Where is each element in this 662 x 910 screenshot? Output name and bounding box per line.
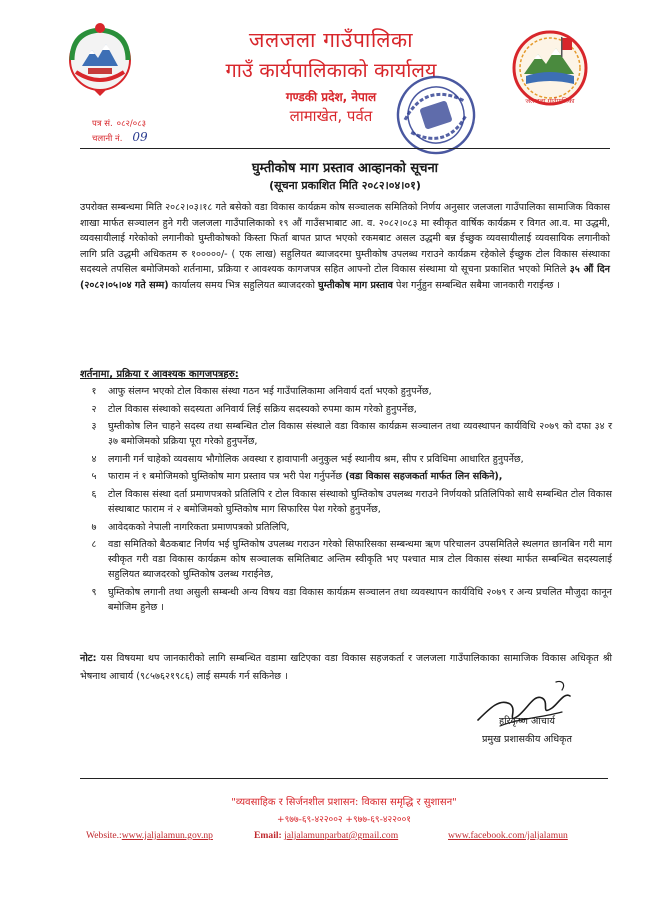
term-text [108, 402, 612, 417]
term-item [80, 537, 612, 582]
term-number: २ [91, 403, 97, 415]
header-divider [80, 148, 610, 149]
dispatch-label: चलानी नं. [92, 134, 123, 144]
right-logo-caption: जलजला गाउँपालिका [525, 97, 575, 105]
website-link[interactable]: www.jaljalamun.gov.np [121, 830, 213, 841]
term-item [80, 585, 612, 615]
dispatch-value: 09 [132, 130, 148, 144]
website-entry [86, 830, 213, 841]
term-number: ८ [91, 539, 97, 551]
term-text-main: आवेदकको नेपाली नागरिकता प्रमाणपत्रको प्रतिलिपि, [108, 521, 290, 533]
term-number: ५ [91, 471, 97, 483]
term-text [108, 452, 612, 467]
term-number: ७ [91, 521, 97, 533]
office-name: गाउँ कार्यपालिकाको कार्यालय [225, 58, 437, 82]
term-item [80, 419, 612, 449]
notice-deadline: ३५ औं दिन (२०८२।०५।०४ गते सम्म) [80, 264, 610, 291]
term-number: ४ [91, 453, 97, 465]
term-item [80, 402, 612, 417]
term-number: ९ [91, 586, 97, 598]
notice-body-part-3: पेश गर्नुहुन सम्बन्धित सबैमा जानकारी गराईन्छ । [392, 279, 561, 291]
facebook-link[interactable]: www.facebook.com/jaljalamun [448, 830, 568, 841]
term-item [80, 452, 612, 467]
term-text-main: घुम्तीकोष लिन चाहने सदस्य तथा सम्बन्धित टोल विकास संस्थाले वडा विकास कार्यक्रम सञ्चालन तथा व्यवस्थापन कार्यविधि २०७९ को दफा ३४ र ३७ बमोजिमको प्रक्रिया पूरा गरेको हुनुपर्नेछ, [108, 421, 612, 448]
notice-body [80, 200, 610, 294]
facebook-entry [448, 830, 568, 841]
dispatch-number-row [92, 131, 148, 146]
signatory-name: हरिकृष्ण आचार्य [499, 716, 555, 727]
notice-body-part-1: उपरोक्त सम्बन्धमा मिति २०८२।०३।१८ गते बसेको वडा विकास कार्यक्रम कोष सञ्चालक समितिको निर्णय अनुसार जलजला गाउँपालिका सामाजिक विकास शाखा मार्फत सञ्चालन हुने गरी जलजला गाउँपालिकाको १९ औं गाउँसभाबाट आ. व. २०८२।०८३ मा स्वीकृत वार्षिक कार्यक्रम र विगत आ.व. मा उद्धमी, व्यवसायीलाई गरेकोको लगानीको घुम्तीकोषको किस्ता फिर्ता बापत प्राप्त भएको रकमबाट असल उद्धमी बन्न ईच्छुक व्यवसायीलाई व्यवसायिक लगानीको लागि प्रति उद्धमी अधिकतम रु १०००००/- ( एक लाख) सहुलियत ब्याजदरमा घुम्तीकोष उपलब्ध गराउने कार्यक्रम रहेकोले ईच्छुक टोल विकास संस्थाका सदस्यले तपसिल बमोजिमको शर्तनामा, प्रक्रिया र आवश्यक कागजपत्र सहित आफ्नो टोल विकास संस्थामा यो सूचना प्रकाशित भएको मितिले [80, 202, 610, 276]
reference-block [92, 118, 148, 146]
office-address: लामाखेत, पर्वत [289, 107, 373, 125]
term-number: ३ [91, 421, 97, 433]
notice-proposal-term: घुम्तीकोष माग प्रस्ताव [318, 279, 393, 291]
term-text-main: वडा समितिको बैठकबाट निर्णय भई घुम्तिकोष उपलब्ध गराउन गरेको सिफारिसका सम्बन्धमा ऋण परिचालन उपसमितिले स्थलगत छानबिन गरी माग स्वीकृत गरी वडा विकास कार्यक्रम कोष सञ्चालक समितिबाट अन्तिम स्वीकृति भए पश्चात मात्र टोल विकास संस्था मार्फत सम्बन्धित सदस्यलाई सहुलियत ब्याजदरको घुम्तिकोष उलब्ध गराईनेछ, [108, 539, 612, 581]
footer-divider [80, 778, 608, 779]
notice-title: घुम्तीकोष माग प्रस्ताव आव्हानको सूचना [251, 161, 439, 176]
signatory-title: प्रमुख प्रशासकीय अधिकृत [481, 734, 573, 745]
notice-body-part-2: कार्यालय समय भित्र सहुलियत ब्याजदरको [168, 279, 319, 291]
terms-list [80, 384, 612, 617]
footer-slogan: "व्यवसाहिक र सिर्जनशील प्रशासन: विकास समृद्धि र सुशासन" [231, 797, 457, 808]
term-text [108, 419, 612, 449]
reference-label: पत्र सं. [92, 119, 113, 129]
term-text [108, 537, 612, 582]
term-item [80, 384, 612, 399]
note-text: यस विषयमा थप जानकारीको लागि सम्बन्धित वडामा खटिएका वडा विकास सहजकर्ता र जलजला गाउँपालिकाका सामाजिक विकास अधिकृत श्री भेषनाथ आचार्य (९८५७६२१९८६) लाई सम्पर्क गर्न सकिनेछ । [80, 653, 612, 682]
term-item [80, 487, 612, 517]
term-text-main: फाराम नं १ बमोजिमको घुम्तिकोष माग प्रस्ताव पत्र भरी पेश गर्नुपर्नेछ [108, 471, 346, 483]
notice-publish-date: (सूचना प्रकाशित मिति २०८२।०४।०१) [269, 179, 421, 192]
email-entry [254, 830, 398, 841]
term-text [108, 384, 612, 399]
term-text [108, 487, 612, 517]
email-label: Email: [254, 830, 282, 841]
footer-phone-numbers: +९७७-६९-४२२००२ +९७७-६९-४२२००१ [277, 815, 411, 825]
term-text-main: टोल विकास संस्थाको सदस्यता अनिवार्य लिई सक्रिय सदस्यको रुपमा काम गरेको हुनुपर्नेछ, [108, 403, 417, 415]
term-text-main: आफु संलग्न भएको टोल विकास संस्था गठन भई गाउँपालिकामा अनिवार्य दर्ता भएको हुनुपर्नेछ, [108, 386, 432, 397]
term-item [80, 520, 612, 535]
term-item [80, 469, 612, 484]
website-label: Website.: [86, 830, 122, 841]
term-text-main: लगानी गर्न चाहेको व्यवसाय भौगोलिक अवस्था र हावापानी अनुकुल भई स्थानीय श्रम, सीप र प्रविधिमा आधारित हुनुपर्नेछ, [108, 453, 524, 465]
terms-heading: शर्तनामा, प्रक्रिया र आवश्यक कागजपत्रहरु: [80, 369, 239, 380]
term-number: ६ [91, 488, 97, 500]
reference-value: ०८२/०८३ [116, 119, 147, 129]
term-text-bold: (वडा विकास सहजकर्ता मार्फत लिन सकिने), [345, 471, 503, 483]
note-label: नोट: [80, 653, 97, 664]
term-number: १ [91, 386, 97, 397]
handwritten-signature [470, 668, 580, 738]
term-text [108, 469, 612, 484]
province-name: गण्डकी प्रदेश, नेपाल [285, 90, 377, 104]
email-link[interactable]: jaljalamunparbat@gmail.com [284, 830, 399, 841]
municipality-name: जलजला गाउँपालिका [248, 28, 414, 52]
term-text [108, 585, 612, 615]
term-text-main: घुम्तिकोष लगानी तथा असुली सम्बन्धी अन्य विषय वडा विकास कार्यक्रम सञ्चालन तथा व्यवस्थापन कार्यविधि २०७९ र अन्य प्रचलित मौजुदा कानून बमोजिम हुनेछ । [108, 586, 612, 613]
term-text [108, 520, 612, 535]
term-text-main: टोल विकास संस्था दर्ता प्रमाणपत्रको प्रतिलिपि र टोल विकास संस्थाको घुम्तिकोष उपलब्ध गराउने निर्णयको प्रतिलिपिको साथै सम्बन्धित टोल विकास संस्थाबाट फाराम नं २ बमोजिमको घुम्तिकोष माग सिफारिस पेश गरेको हुनुपर्नेछ, [108, 488, 612, 515]
nepal-emblem-logo [58, 16, 142, 100]
